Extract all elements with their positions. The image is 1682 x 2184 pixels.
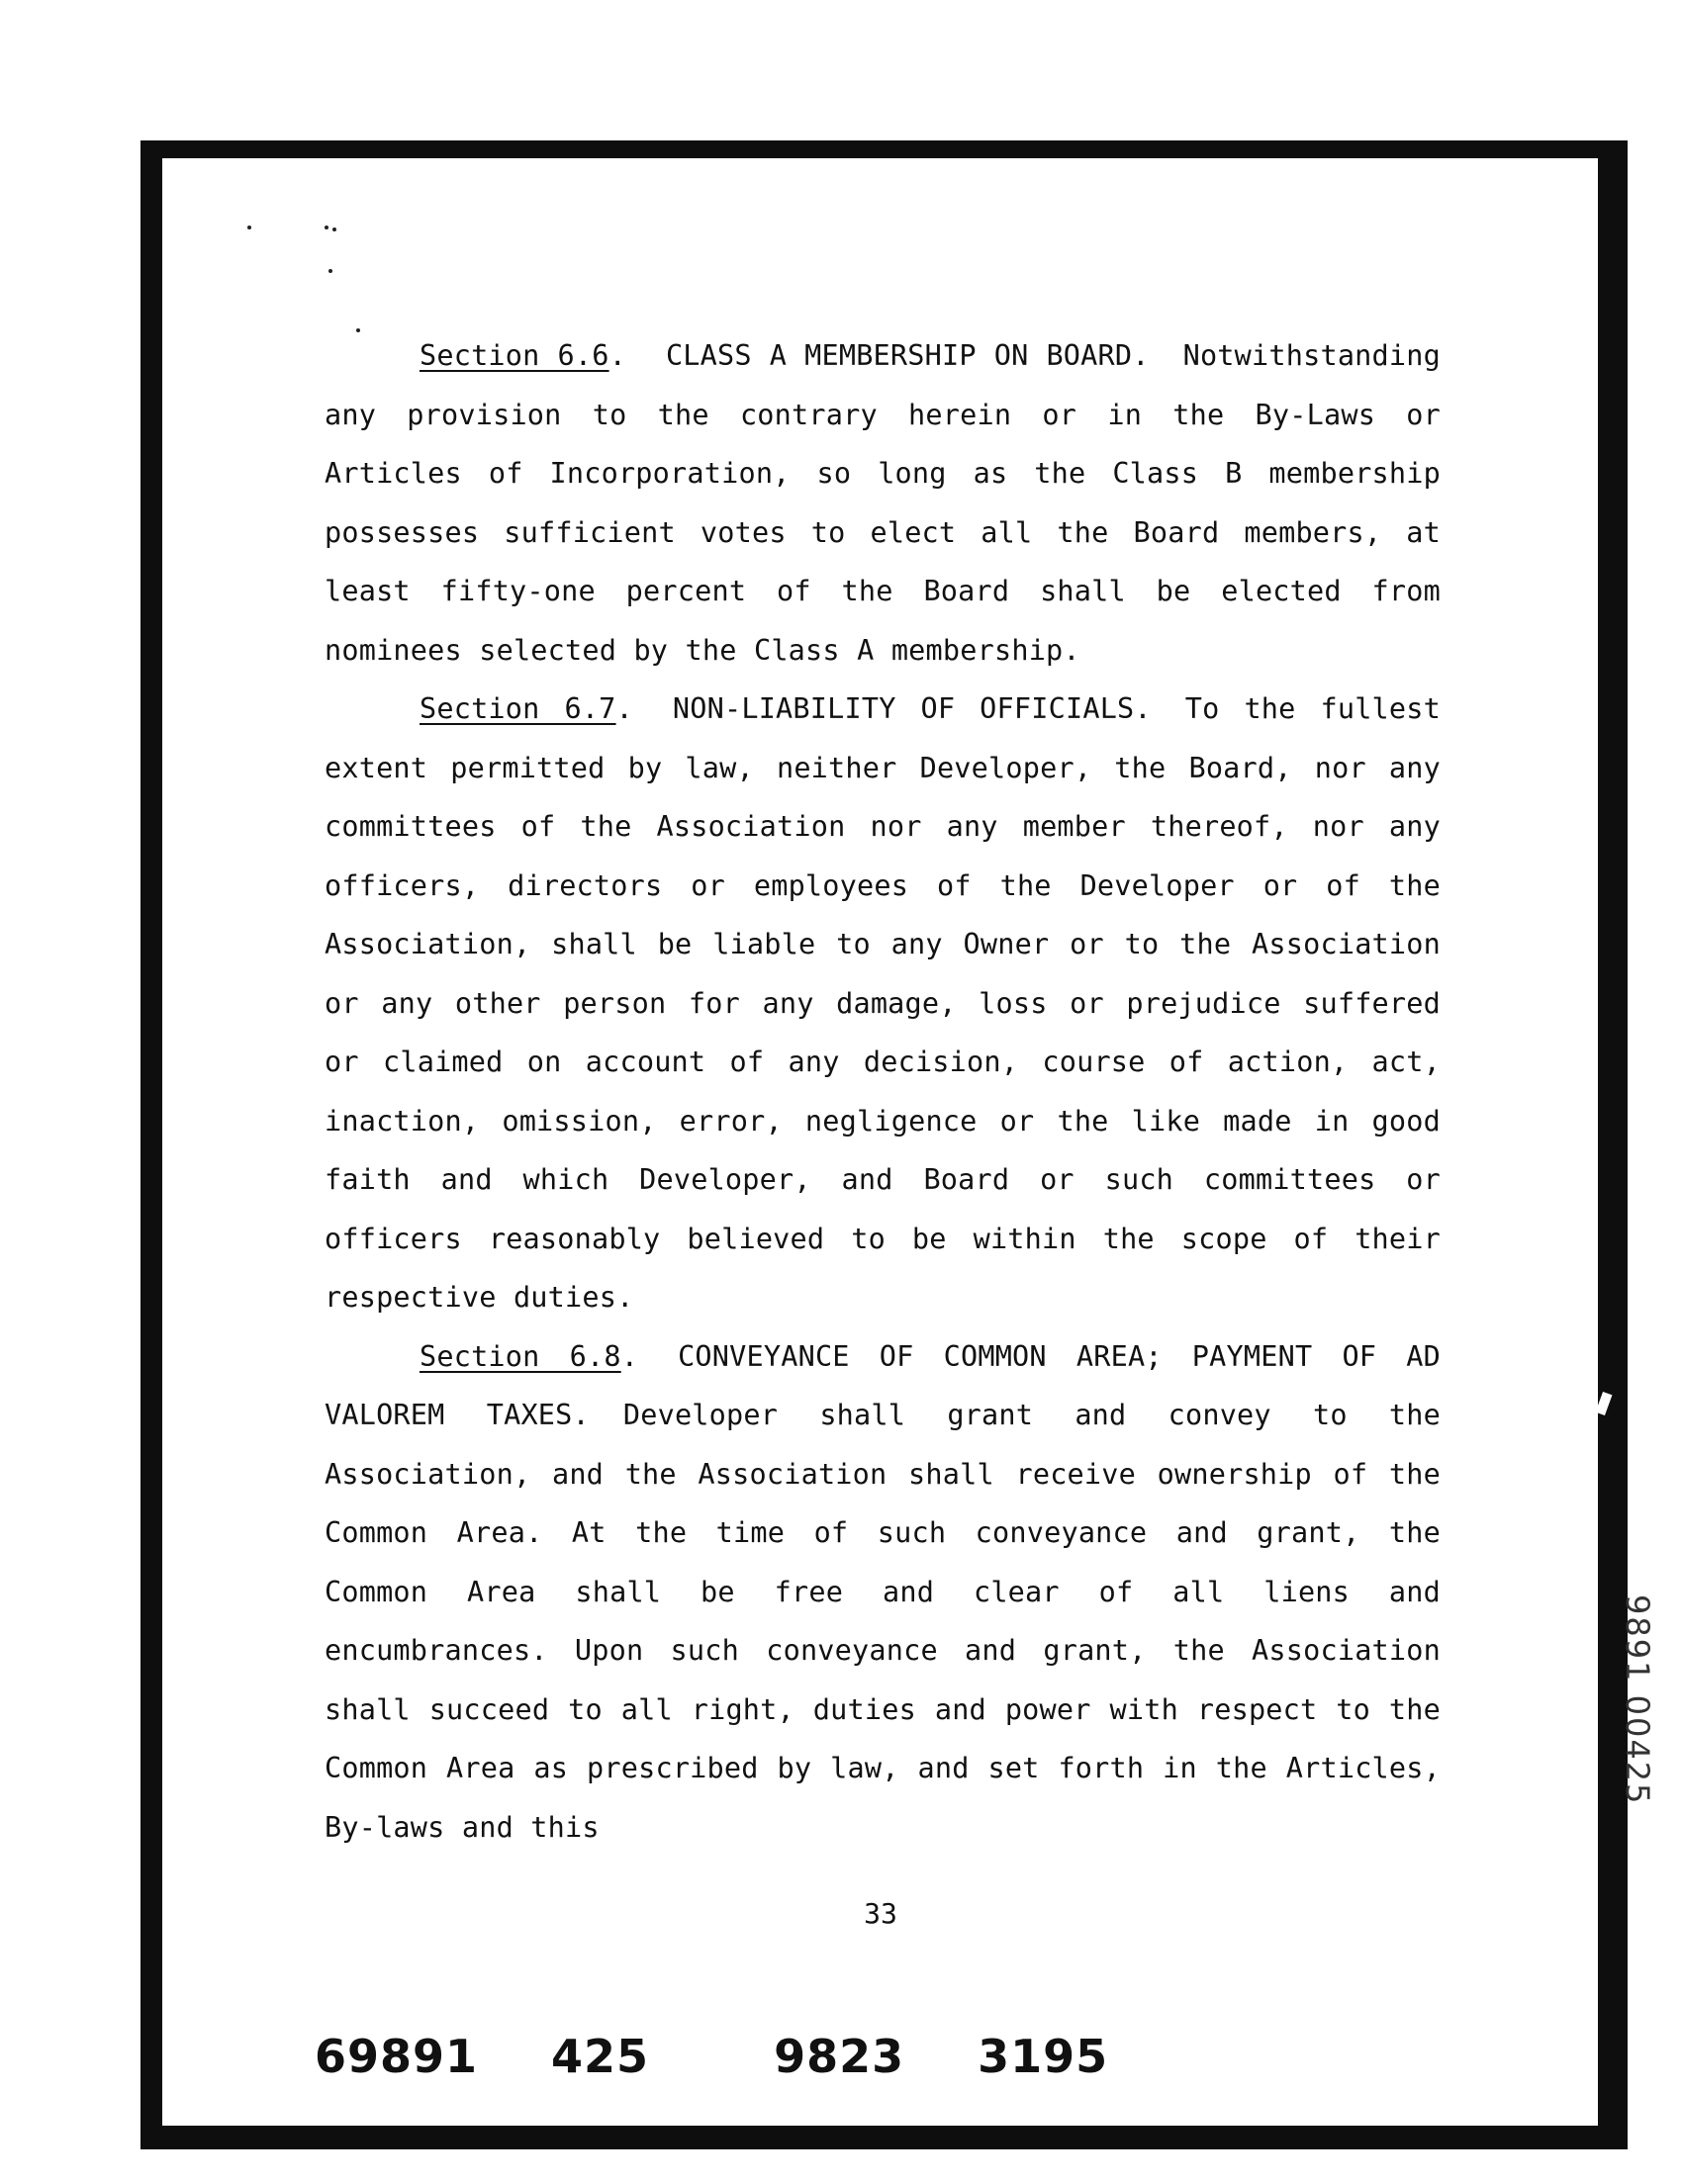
section-number: Section 6.6: [420, 339, 609, 372]
page-number: 33: [864, 1897, 897, 1930]
bates-part: 3195: [978, 2030, 1109, 2083]
section-heading: CLASS A MEMBERSHIP ON BOARD.: [665, 339, 1150, 372]
bates-part: 9823: [774, 2030, 905, 2083]
scan-speck: [332, 228, 336, 231]
bates-number-bottom: [315, 2030, 1108, 2083]
bates-part: 425: [551, 2030, 650, 2083]
bates-part: 69891: [315, 2030, 479, 2083]
section-heading: CONVEYANCE OF COMMON AREA; PAYMENT OF AD VALOREM TAXES.: [325, 1339, 1441, 1431]
bates-number-side: 9891 00425: [1619, 1594, 1656, 1806]
section-paragraph: Section 6.8. CONVEYANCE OF COMMON AREA; PAYMENT OF AD VALOREM TAXES. Developer shall grant and convey to the Association, and the Association shall receive ownership of the Common Area. At the time of such conveyance and grant, the Common Area shall be free and clear of all liens and encumbrances. Upon such conveyance and grant, the Association shall succeed to all right, duties and power with respect to the Common Area as prescribed by law, and set forth in the Articles, By-laws and this: [325, 1339, 1441, 1844]
section-text: To the fullest extent permitted by law, neither Developer, the Board, nor any committees of the Association nor any member thereof, nor any officers, directors or employees of the Developer or of the Association, shall be liable to any Owner or to the Association or any other person for any damage, loss or prejudice suffered or claimed on account of any decision, course of action, act, inaction, omission, error, negligence or the like made in good faith and which Developer, and Board or such committees or officers reasonably believed to be within the scope of their respective duties.: [325, 692, 1441, 1314]
scan-speck: [325, 226, 328, 229]
section-text: Notwithstanding any provision to the contrary herein or in the By-Laws or Articles of Incorporation, so long as the Class B membership possesses sufficient votes to elect all the Board members, at least fifty-one percent of the Board shall be elected from nominees selected by the Class A membership.: [325, 339, 1441, 667]
scan-speck: [247, 226, 251, 229]
section-paragraph: Section 6.7. NON-LIABILITY OF OFFICIALS. To the fullest extent permitted by law, neither Developer, the Board, nor any committees of the Association nor any member thereof, nor any officers, directors or employees of the Developer or of the Association, shall be liable to any Owner or to the Association or any other person for any damage, loss or prejudice suffered or claimed on account of any decision, course of action, act, inaction, omission, error, negligence or the like made in good faith and which Developer, and Board or such committees or officers reasonably believed to be within the scope of their respective duties.: [325, 692, 1441, 1314]
section-heading: NON-LIABILITY OF OFFICIALS.: [672, 692, 1152, 725]
section-number: Section 6.7: [420, 692, 616, 725]
section-text: Developer shall grant and convey to the Association, and the Association shall receive ownership of the Common Area. At the time of such conveyance and grant, the Common Area shall be free and clear of all liens and encumbrances. Upon such conveyance and grant, the Association shall succeed to all right, duties and power with respect to the Common Area as prescribed by law, and set forth in the Articles, By-laws and this: [325, 1399, 1441, 1844]
section-number: Section 6.8: [420, 1339, 621, 1373]
section-paragraph: Section 6.6. CLASS A MEMBERSHIP ON BOARD. Notwithstanding any provision to the contrary herein or in the By-Laws or Articles of Incorporation, so long as the Class B membership possesses sufficient votes to elect all the Board members, at least fifty-one percent of the Board shall be elected from nominees selected by the Class A membership.: [325, 339, 1441, 667]
scan-speck: [328, 269, 332, 273]
document-body: [325, 326, 1441, 1857]
